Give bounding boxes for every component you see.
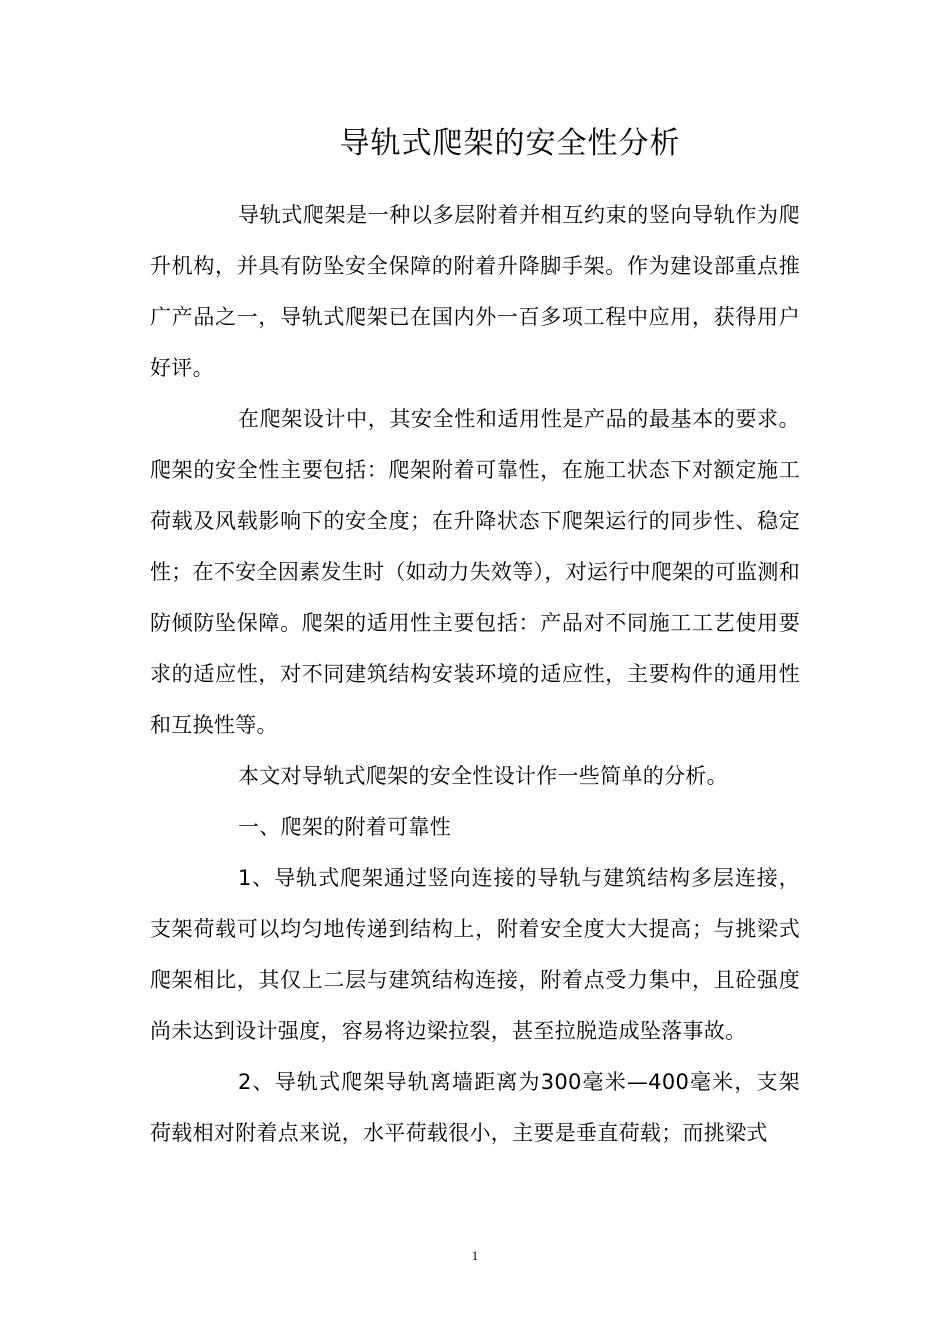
document-body bbox=[150, 190, 800, 1159]
paragraph-design-requirements: 在爬架设计中，其安全性和适用性是产品的最基本的要求。爬架的安全性主要包括：爬架附着可靠性，在施工状态下对额定施工荷载及风载影响下的安全度；在升降状态下爬架运行的同步性、稳定性；在不安全因素发生时（如动力失效等），对运行中爬架的可监测和防倾防坠保障。爬架的适用性主要包括：产品对不同施工工艺使用要求的适应性，对不同建筑结构安装环境的适应性，主要构件的通用性和互换性等。 bbox=[150, 407, 800, 737]
document-title: 导轨式爬架的安全性分析 bbox=[339, 126, 681, 161]
page-number: 1 bbox=[471, 1248, 479, 1263]
paragraph-point-2: 2、导轨式爬架导轨离墙距离为300毫米—400毫米，支架荷载相对附着点来说，水平荷载很小，主要是垂直荷载；而挑梁式 bbox=[150, 1070, 800, 1145]
paragraph-purpose: 本文对导轨式爬架的安全性设计作一些简单的分析。 bbox=[238, 764, 728, 788]
section-heading-attachment-reliability: 一、爬架的附着可靠性 bbox=[238, 815, 451, 839]
paragraph-intro: 导轨式爬架是一种以多层附着并相互约束的竖向导轨作为爬升机构，并具有防坠安全保障的附着升降脚手架。作为建设部重点推广产品之一，导轨式爬架已在国内外一百多项工程中应用，获得用户好评。 bbox=[150, 203, 800, 380]
paragraph-point-1: 1、导轨式爬架通过竖向连接的导轨与建筑结构多层连接，支架荷载可以均匀地传递到结构上，附着安全度大大提高；与挑梁式爬架相比，其仅上二层与建筑结构连接，附着点受力集中，且砼强度尚未达到设计强度，容易将边梁拉裂，甚至拉脱造成坠落事故。 bbox=[150, 866, 800, 1043]
